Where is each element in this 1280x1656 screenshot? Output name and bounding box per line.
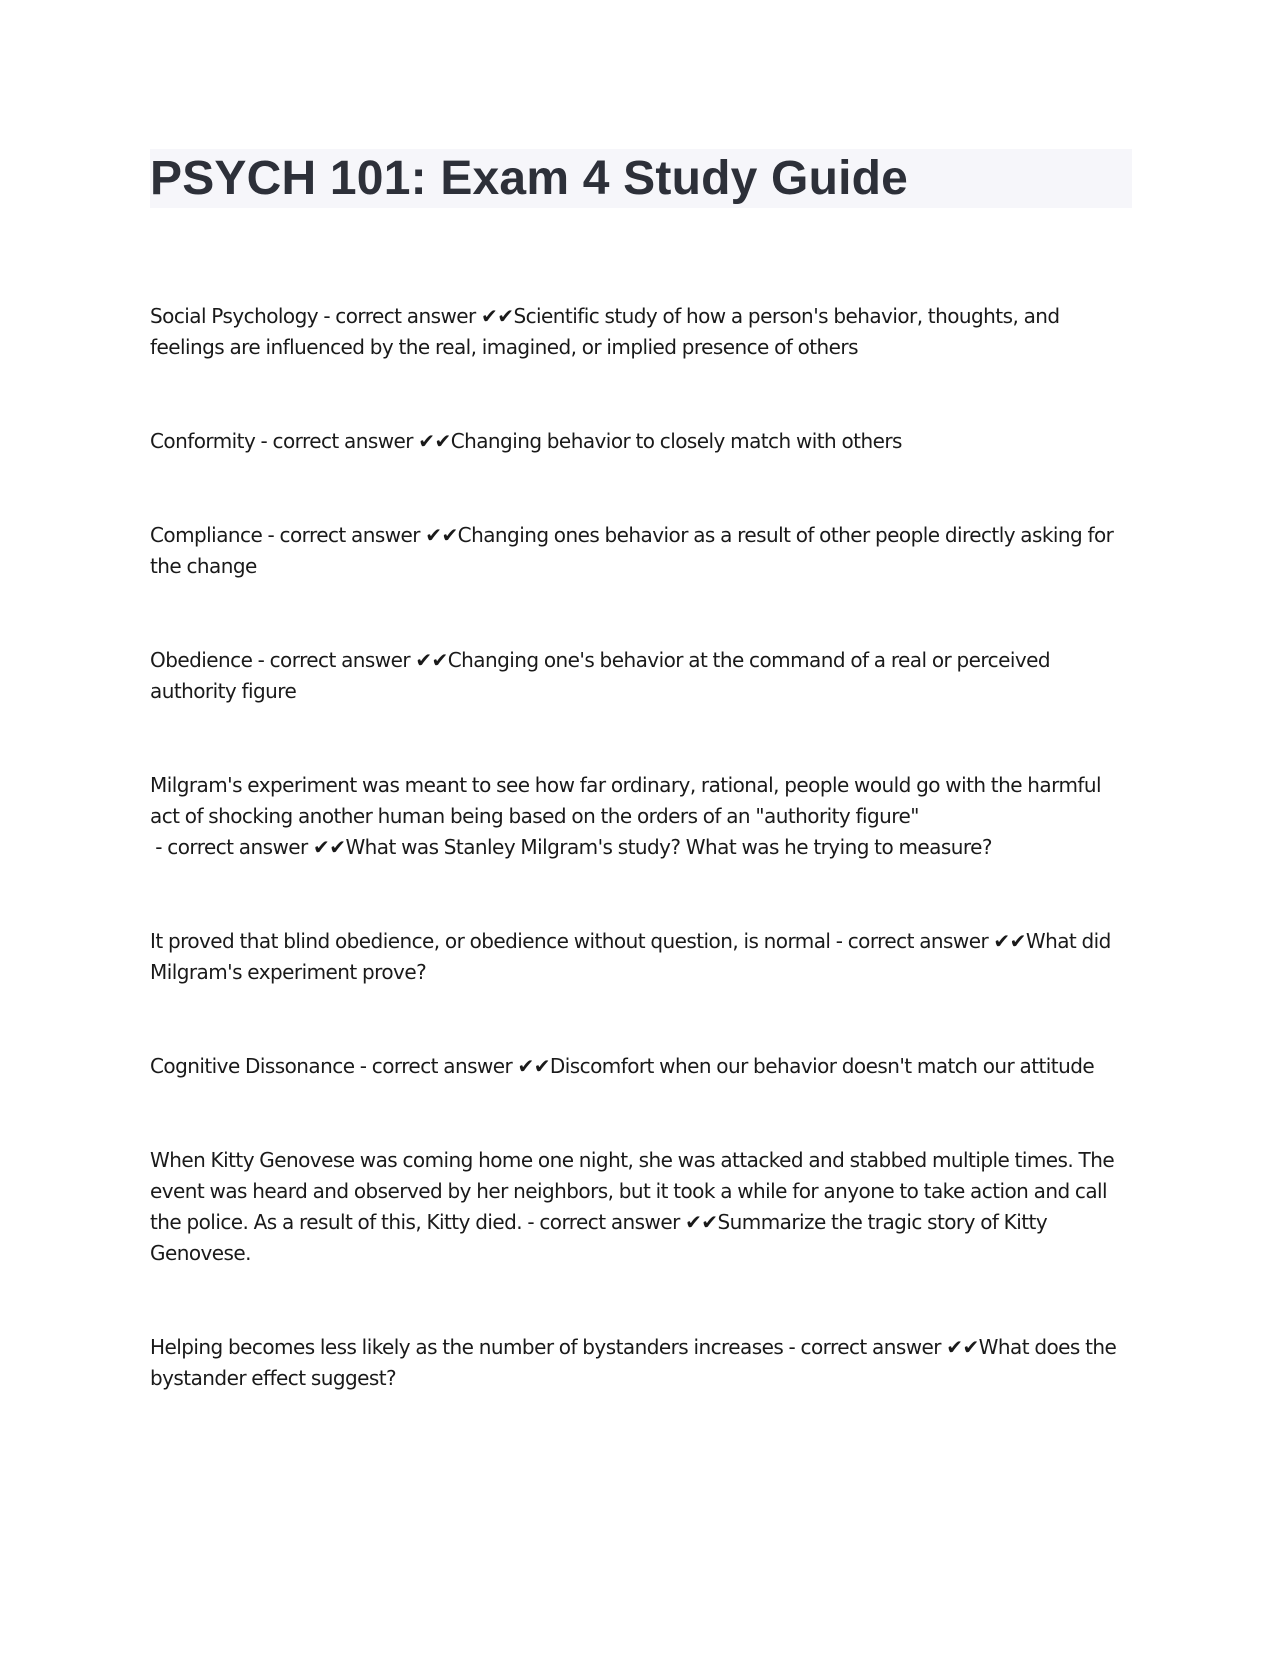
entry-term: Milgram's experiment was meant to see how far ordinary, rational, people would go with the harmful act of shocking another human being based on the orders of an "authority figure" xyxy=(150,773,1101,828)
flashcard-entry xyxy=(150,926,1132,988)
flashcard-entry xyxy=(150,645,1132,707)
document-page xyxy=(150,149,1132,1457)
entry-answer: Summarize the tragic story of Kitty Genovese. xyxy=(150,1210,1048,1265)
entry-term: Obedience xyxy=(150,648,253,672)
entry-term: It proved that blind obedience, or obedience without question, is normal xyxy=(150,929,831,953)
page-title: PSYCH 101: Exam 4 Study Guide xyxy=(150,152,909,205)
flashcard-entry xyxy=(150,1145,1132,1269)
entry-term: When Kitty Genovese was coming home one night, she was attacked and stabbed multiple times. The event was heard and observed by her neighbors, but it took a while for anyone to take action and call the police. As a result of this, Kitty died. xyxy=(150,1148,1115,1234)
entry-answer: Changing one's behavior at the command of a real or perceived authority figure xyxy=(150,648,1051,703)
correct-answer-marker: - correct answer ✔✔ xyxy=(150,835,346,859)
correct-answer-marker: - correct answer ✔✔ xyxy=(354,1054,550,1078)
entry-answer: What did Milgram's experiment prove? xyxy=(150,929,1111,984)
correct-answer-marker: - correct answer ✔✔ xyxy=(522,1210,718,1234)
entry-term: Compliance xyxy=(150,523,263,547)
entry-answer: Scientific study of how a person's behavior, thoughts, and feelings are influenced by the real, imagined, or implied presence of others xyxy=(150,304,1060,359)
flashcard-entry xyxy=(150,1051,1132,1082)
correct-answer-marker: - correct answer ✔✔ xyxy=(783,1335,979,1359)
entry-term: Cognitive Dissonance xyxy=(150,1054,355,1078)
flashcard-entry xyxy=(150,301,1132,363)
entry-answer: Changing ones behavior as a result of other people directly asking for the change xyxy=(150,523,1114,578)
title-banner xyxy=(150,149,1132,208)
entry-term: Conformity xyxy=(150,429,256,453)
correct-answer-marker: - correct answer ✔✔ xyxy=(255,429,451,453)
flashcard-list xyxy=(150,301,1132,1394)
entry-term: Social Psychology xyxy=(150,304,319,328)
entry-answer: Discomfort when our behavior doesn't match our attitude xyxy=(549,1054,1095,1078)
entry-answer: What does the bystander effect suggest? xyxy=(150,1335,1117,1390)
correct-answer-marker: - correct answer ✔✔ xyxy=(318,304,514,328)
flashcard-entry xyxy=(150,426,1132,457)
flashcard-entry xyxy=(150,1332,1132,1394)
entry-answer: Changing behavior to closely match with others xyxy=(450,429,902,453)
correct-answer-marker: - correct answer ✔✔ xyxy=(830,929,1026,953)
entry-answer: What was Stanley Milgram's study? What was he trying to measure? xyxy=(345,835,992,859)
flashcard-entry xyxy=(150,770,1132,863)
correct-answer-marker: - correct answer ✔✔ xyxy=(262,523,458,547)
flashcard-entry xyxy=(150,520,1132,582)
entry-term: Helping becomes less likely as the number of bystanders increases xyxy=(150,1335,784,1359)
correct-answer-marker: - correct answer ✔✔ xyxy=(252,648,448,672)
